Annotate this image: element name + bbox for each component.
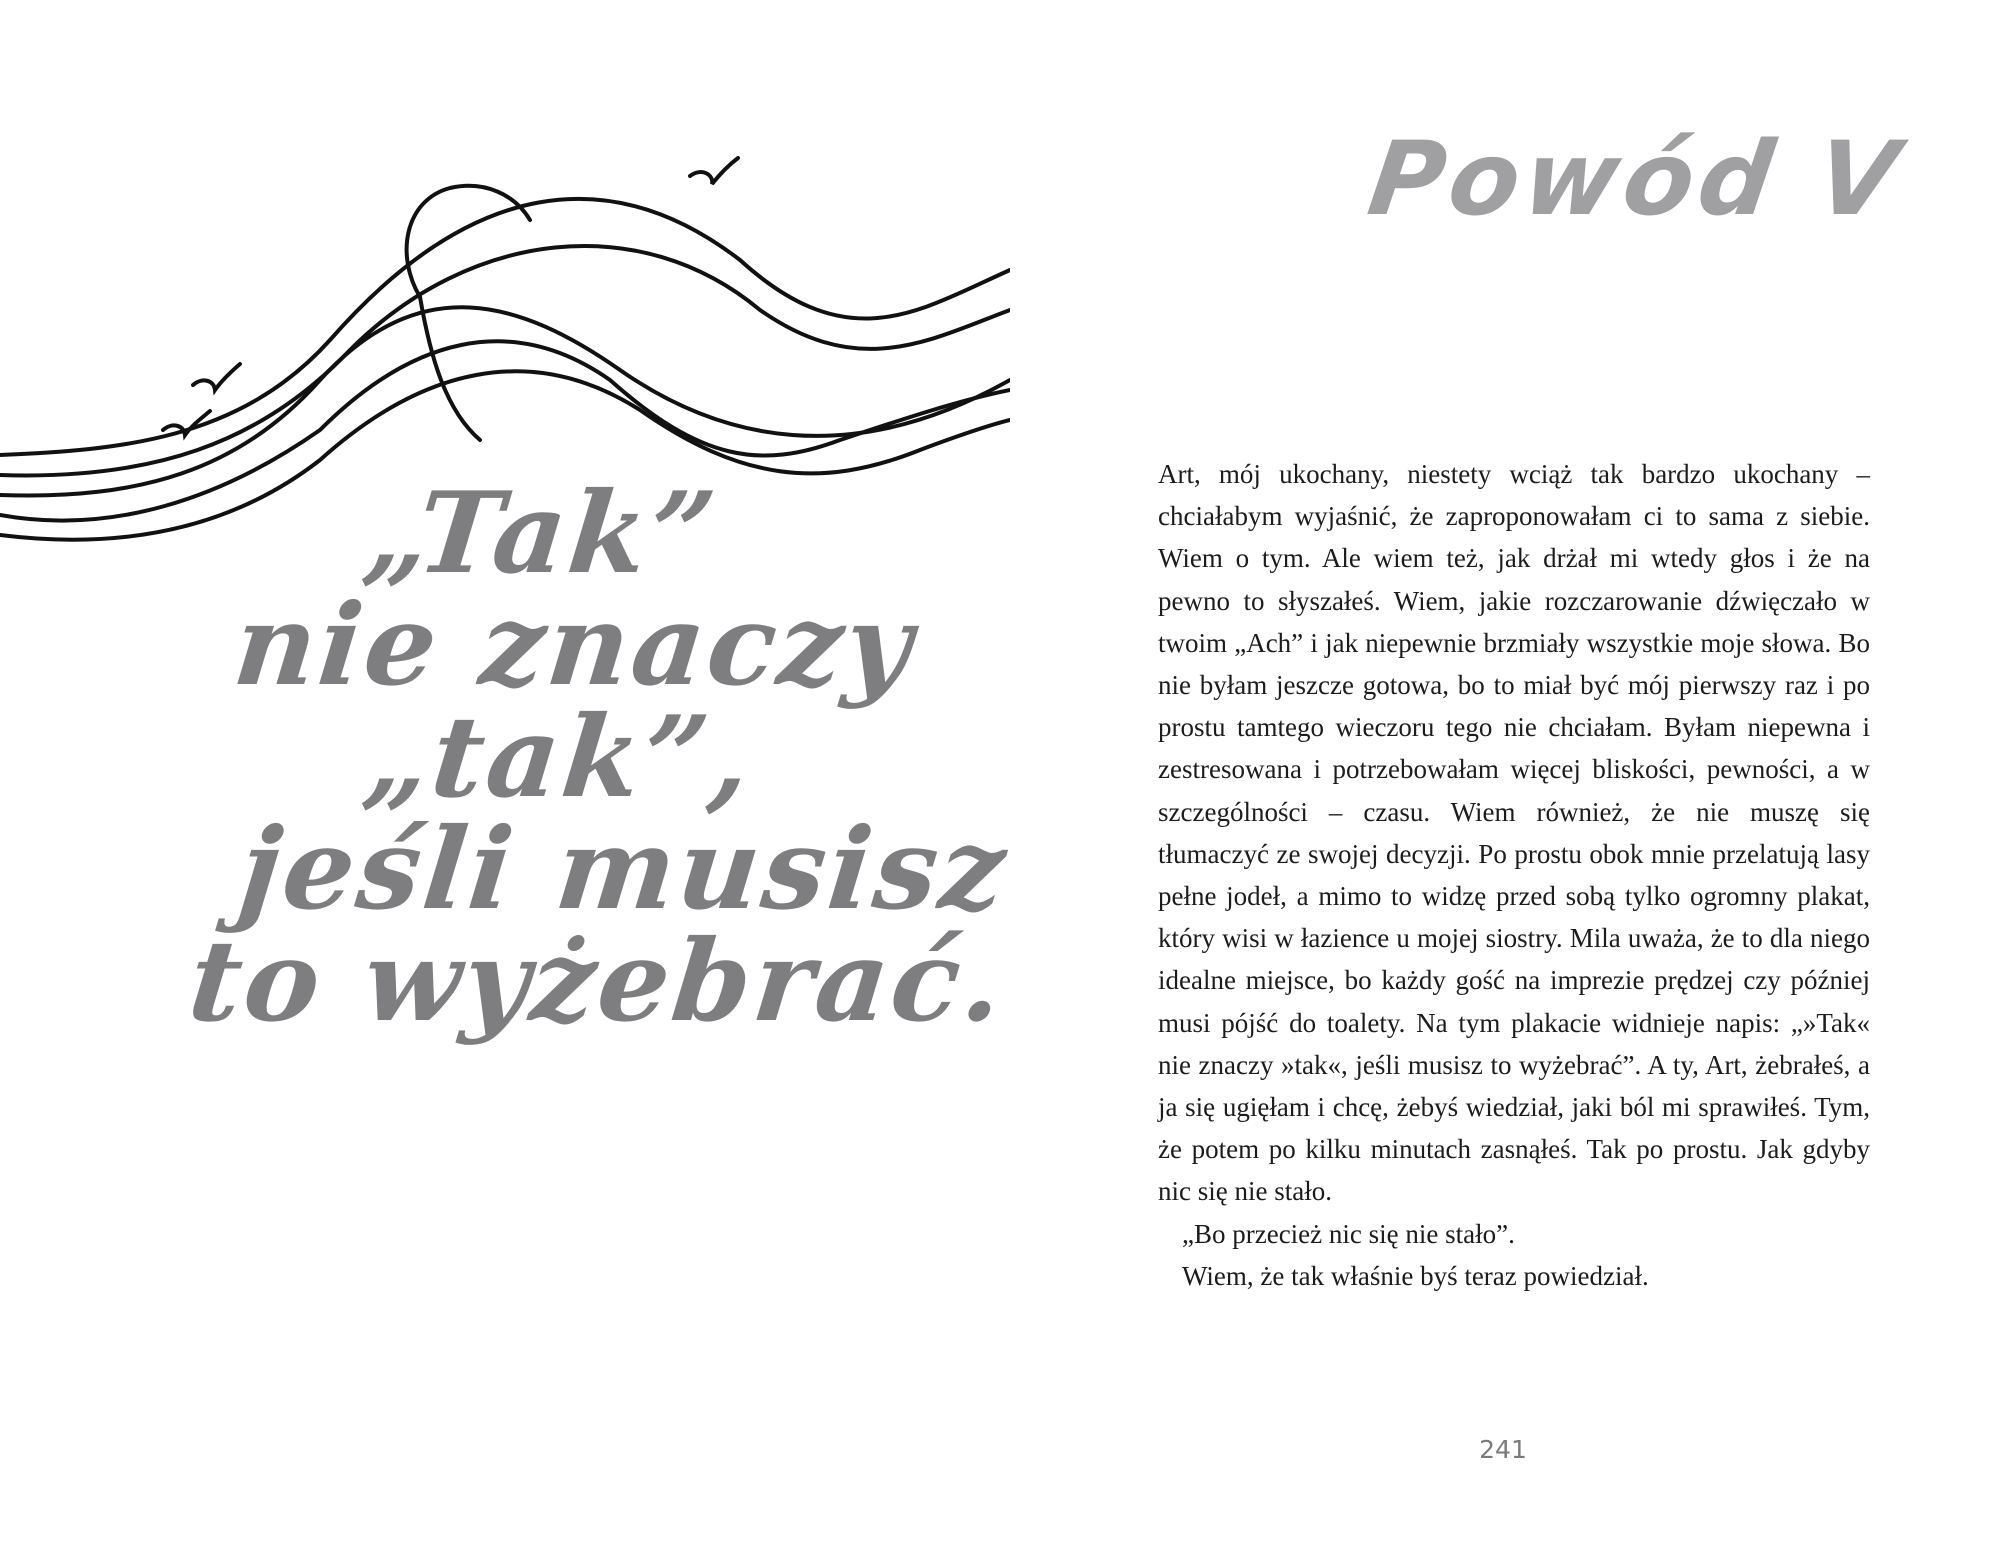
paragraph: Art, mój ukochany, niestety wciąż tak bardzo ukochany – chciałabym wyjaśnić, że zaproponowałam ci to sama z siebie. Wiem o tym. Ale wiem też, jak drżał mi wtedy głos i że na pewno to słyszałeś. Wiem, jakie rozczarowanie dźwięczało w twoim „Ach” i jak niepewnie brzmiały wszystkie moje słowa. Bo nie byłam jeszcze gotowa, bo to miał być mój pierwszy raz i po prostu tamtego wieczoru tego nie chciałam. Byłam niepewna i zestresowana i potrzebowałam więcej bliskości, pewności, a w szczególności – czasu. Wiem również, że nie muszę się tłumaczyć ze swojej decyzji. Po prostu obok mnie przelatują lasy pełne jodeł, a mimo to widzę przed sobą tylko ogromny plakat, który wisi w łazience u mojej siostry. Mila uważa, że to dla niego idealne miejsce, bo każdy gość na imprezie prędzej czy później musi pójść do toalety. Na tym plakacie widnieje napis: „»Tak« nie znaczy »tak«, jeśli musisz to wyżebrać”. A ty, Art, żebrałeś, a ja się ugięłam i chcę, żebyś wiedział, jaki ból mi sprawiłeś. Tym, że potem po kilku minutach zasnąłeś. Tak po prostu. Jak gdyby nic się nie stało. [1158,459,1870,1207]
quote-text [150,468,1015,1047]
quote-line: nie znaczy [228,580,921,711]
chapter-title: Powód V [1361,120,1910,239]
quote-line: jeśli musisz [233,804,1015,935]
paragraph: Wiem, że tak właśnie byś teraz powiedział. [1182,1260,1649,1291]
quote-line: „Tak” [358,468,725,599]
quote-line: „tak”, [358,692,760,823]
paragraph: „Bo przecież nic się nie stało”. [1182,1218,1515,1249]
page-number: 241 [1479,1435,1527,1464]
body-text [1158,453,1870,1297]
bird-icons [163,158,738,435]
right-page [1000,0,2000,1555]
quote-line: to wyżebrać. [183,916,1012,1047]
